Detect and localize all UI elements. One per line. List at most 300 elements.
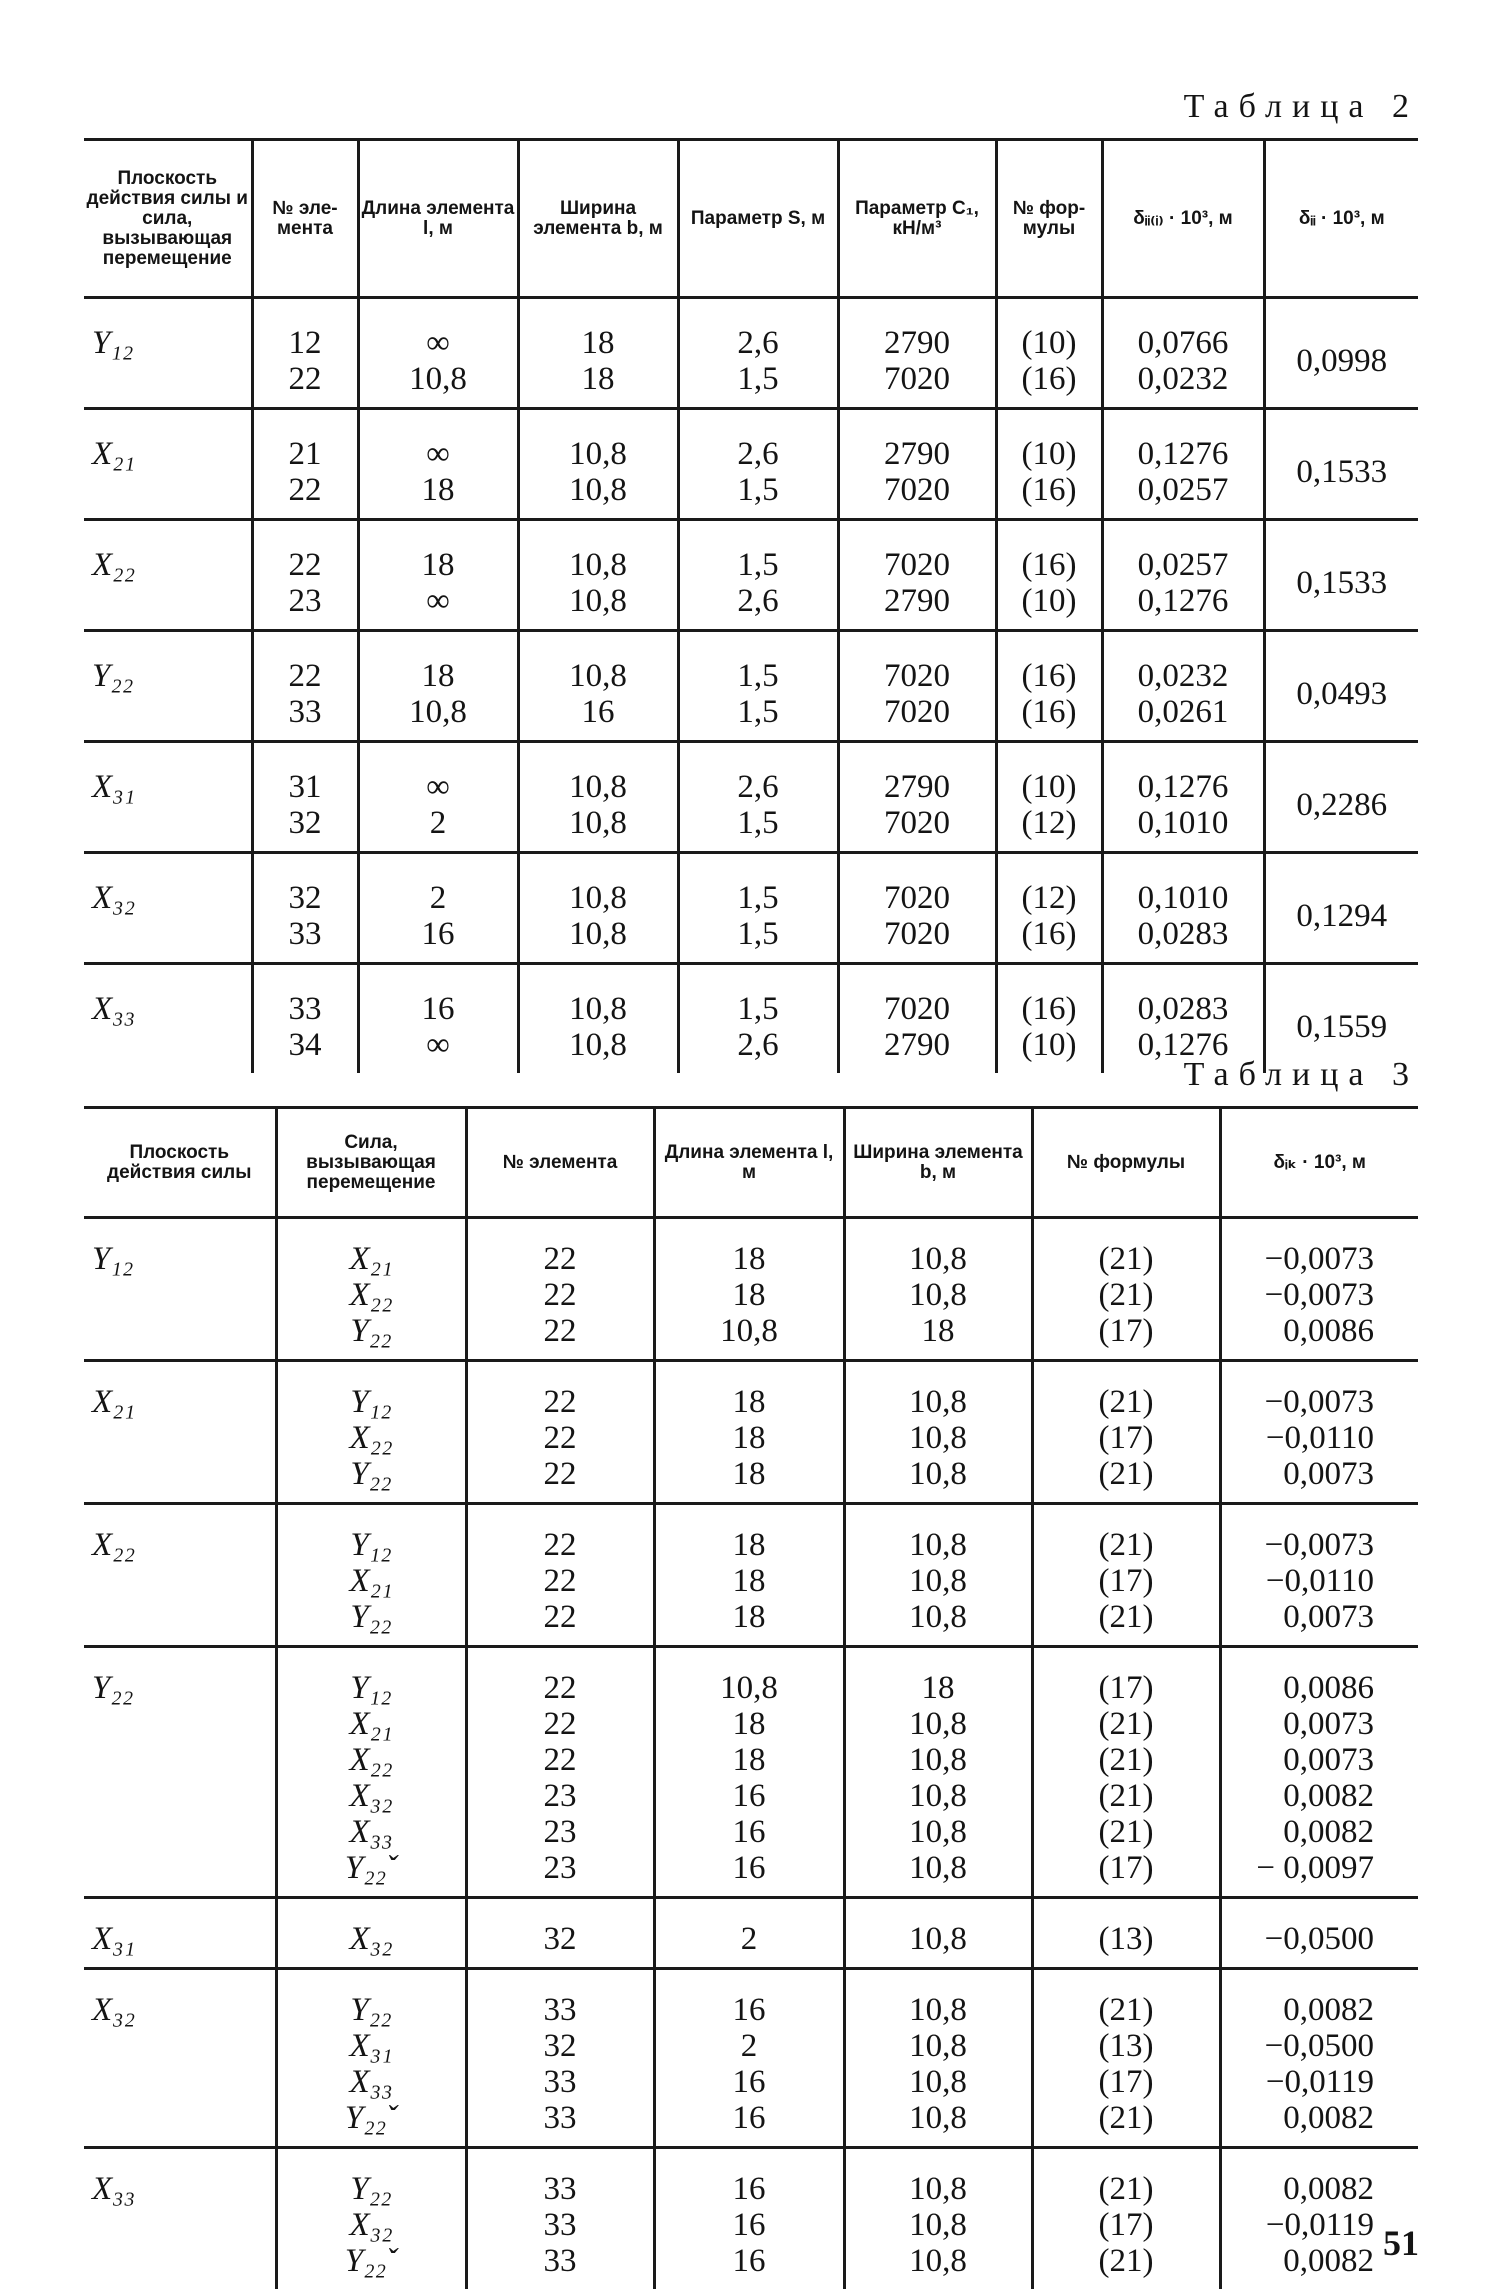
length-value: ∞ bbox=[426, 436, 450, 472]
plane-cell bbox=[84, 520, 252, 631]
width-value: 10,8 bbox=[569, 436, 627, 472]
width-value: 10,8 bbox=[569, 769, 627, 805]
param-c1-cell bbox=[838, 853, 996, 964]
plane-cell bbox=[84, 1504, 276, 1647]
length-cell bbox=[358, 964, 518, 1074]
partial-displacement-value: 0,1276 bbox=[1137, 436, 1229, 472]
formula-no: (21) bbox=[1098, 1527, 1154, 1563]
param-c1-cell bbox=[838, 409, 996, 520]
width-value: 10,8 bbox=[909, 2243, 967, 2279]
length-value: 2 bbox=[429, 880, 447, 916]
param-c1-cell bbox=[838, 631, 996, 742]
t2-header-param-s: Параметр S, м bbox=[678, 140, 838, 298]
length-value: 2 bbox=[740, 1921, 758, 1957]
displacement-value: −0,0110 bbox=[1265, 1563, 1374, 1599]
table-row bbox=[84, 853, 1418, 964]
partial-displacement-value: 0,0232 bbox=[1137, 361, 1229, 397]
param-s-cell bbox=[678, 631, 838, 742]
param-s-value: 1,5 bbox=[737, 880, 779, 916]
width-cell bbox=[844, 1898, 1032, 1969]
element-no: 32 bbox=[288, 805, 322, 841]
element-no: 23 bbox=[543, 1850, 577, 1886]
width-value: 10,8 bbox=[909, 2171, 967, 2207]
length-value: 18 bbox=[732, 1384, 766, 1420]
length-value: ∞ bbox=[426, 583, 450, 619]
force-label: X₃₂ bbox=[349, 2207, 393, 2243]
formula-cell bbox=[996, 631, 1102, 742]
formula-cell bbox=[1032, 1898, 1220, 1969]
param-c1-value: 2790 bbox=[884, 325, 950, 361]
force-label: Y₁₂ bbox=[350, 1670, 392, 1706]
plane-cell bbox=[84, 1218, 276, 1361]
table-row bbox=[84, 1504, 1418, 1647]
length-value: ∞ bbox=[426, 1027, 450, 1063]
partial-displacement-cell bbox=[1102, 298, 1264, 409]
length-cell bbox=[358, 742, 518, 853]
element-no: 33 bbox=[543, 2100, 577, 2136]
displacement-value: − 0,0097 bbox=[1256, 1850, 1374, 1886]
element-no: 22 bbox=[543, 1742, 577, 1778]
width-value: 10,8 bbox=[909, 1241, 967, 1277]
width-cell bbox=[844, 1969, 1032, 2148]
formula-no: (13) bbox=[1098, 1921, 1154, 1957]
force-cell bbox=[276, 2148, 466, 2290]
displacement-cell bbox=[1220, 1218, 1418, 1361]
partial-displacement-value: 0,0257 bbox=[1137, 472, 1229, 508]
width-value: 10,8 bbox=[569, 916, 627, 952]
length-value: 10,8 bbox=[720, 1670, 778, 1706]
force-cell bbox=[276, 1898, 466, 1969]
force-label: X₂₁ bbox=[349, 1563, 393, 1599]
force-cell bbox=[276, 1504, 466, 1647]
force-label: Y₂₂ bbox=[350, 1456, 392, 1492]
total-displacement-value: 0,1559 bbox=[1296, 1009, 1388, 1045]
formula-no: (21) bbox=[1098, 2100, 1154, 2136]
element-no-cell bbox=[466, 1218, 654, 1361]
partial-displacement-cell bbox=[1102, 409, 1264, 520]
param-c1-cell bbox=[838, 520, 996, 631]
formula-no: (16) bbox=[1021, 658, 1077, 694]
length-value: 16 bbox=[732, 2171, 766, 2207]
length-value: 18 bbox=[732, 1420, 766, 1456]
element-no: 22 bbox=[288, 472, 322, 508]
plane-cell bbox=[84, 298, 252, 409]
length-value: 16 bbox=[732, 1850, 766, 1886]
length-value: ∞ bbox=[426, 325, 450, 361]
total-displacement-cell bbox=[1264, 298, 1418, 409]
formula-no: (21) bbox=[1098, 1456, 1154, 1492]
plane-cell bbox=[84, 409, 252, 520]
param-s-cell bbox=[678, 853, 838, 964]
element-no-cell bbox=[466, 1361, 654, 1504]
formula-cell bbox=[996, 520, 1102, 631]
length-value: 18 bbox=[421, 472, 455, 508]
param-c1-value: 7020 bbox=[884, 658, 950, 694]
element-no-cell bbox=[252, 742, 358, 853]
width-value: 10,8 bbox=[569, 880, 627, 916]
width-value: 10,8 bbox=[909, 1599, 967, 1635]
formula-no: (21) bbox=[1098, 1384, 1154, 1420]
element-no: 22 bbox=[543, 1706, 577, 1742]
length-value: 2 bbox=[429, 805, 447, 841]
width-value: 18 bbox=[581, 325, 615, 361]
param-c1-value: 2790 bbox=[884, 436, 950, 472]
table-3-body bbox=[84, 1218, 1418, 2290]
plane-cell bbox=[84, 1361, 276, 1504]
t3-header-element-no: № элемента bbox=[466, 1108, 654, 1218]
formula-no: (17) bbox=[1098, 1313, 1154, 1349]
length-cell bbox=[358, 520, 518, 631]
formula-no: (13) bbox=[1098, 2028, 1154, 2064]
plane-label: X₃₂ bbox=[92, 1992, 136, 2028]
total-displacement-value: 0,2286 bbox=[1296, 787, 1388, 823]
param-c1-cell bbox=[838, 964, 996, 1074]
width-value: 10,8 bbox=[909, 2028, 967, 2064]
t2-header-partial-displacement: δᵢᵢ₍ᵢ₎ · 10³, м bbox=[1102, 140, 1264, 298]
width-value: 10,8 bbox=[909, 1277, 967, 1313]
partial-displacement-value: 0,0766 bbox=[1137, 325, 1229, 361]
element-no: 22 bbox=[288, 361, 322, 397]
plane-cell bbox=[84, 1898, 276, 1969]
element-no-cell bbox=[252, 631, 358, 742]
force-label: Y₂₂ bbox=[350, 1992, 392, 2028]
width-value: 10,8 bbox=[569, 1027, 627, 1063]
width-cell bbox=[518, 520, 678, 631]
param-c1-value: 7020 bbox=[884, 694, 950, 730]
element-no: 22 bbox=[543, 1670, 577, 1706]
length-cell bbox=[654, 1898, 844, 1969]
param-c1-value: 7020 bbox=[884, 880, 950, 916]
element-no: 23 bbox=[543, 1778, 577, 1814]
param-c1-value: 7020 bbox=[884, 991, 950, 1027]
param-s-value: 2,6 bbox=[737, 583, 779, 619]
element-no: 12 bbox=[288, 325, 322, 361]
table-row bbox=[84, 520, 1418, 631]
element-no: 33 bbox=[543, 2171, 577, 2207]
param-s-value: 1,5 bbox=[737, 916, 779, 952]
partial-displacement-value: 0,1010 bbox=[1137, 880, 1229, 916]
formula-no: (16) bbox=[1021, 694, 1077, 730]
displacement-value: −0,0500 bbox=[1264, 2028, 1374, 2064]
plane-label: Y₂₂ bbox=[92, 1670, 134, 1706]
t3-header-length: Длина элемента l, м bbox=[654, 1108, 844, 1218]
force-label: Y₂₂ bbox=[350, 2171, 392, 2207]
formula-cell bbox=[1032, 1969, 1220, 2148]
width-cell bbox=[844, 1218, 1032, 1361]
t3-header-width: Ширина элемента b, м bbox=[844, 1108, 1032, 1218]
element-no: 23 bbox=[543, 1814, 577, 1850]
force-label: Y₂₂ˇ bbox=[344, 2243, 398, 2279]
length-cell bbox=[358, 298, 518, 409]
formula-no: (10) bbox=[1021, 769, 1077, 805]
length-cell bbox=[358, 409, 518, 520]
displacement-value: 0,0086 bbox=[1283, 1313, 1374, 1349]
displacement-value: 0,0073 bbox=[1283, 1456, 1374, 1492]
length-value: 16 bbox=[421, 991, 455, 1027]
force-cell bbox=[276, 1361, 466, 1504]
formula-no: (12) bbox=[1021, 805, 1077, 841]
element-no: 22 bbox=[543, 1563, 577, 1599]
param-c1-value: 7020 bbox=[884, 916, 950, 952]
formula-no: (17) bbox=[1098, 1670, 1154, 1706]
width-value: 10,8 bbox=[909, 2064, 967, 2100]
width-cell bbox=[518, 742, 678, 853]
element-no: 22 bbox=[288, 658, 322, 694]
plane-cell bbox=[84, 1647, 276, 1898]
table-3 bbox=[84, 1106, 1418, 2289]
element-no: 22 bbox=[288, 547, 322, 583]
table-row bbox=[84, 298, 1418, 409]
width-value: 10,8 bbox=[909, 1992, 967, 2028]
element-no: 21 bbox=[288, 436, 322, 472]
param-s-value: 1,5 bbox=[737, 361, 779, 397]
width-value: 10,8 bbox=[569, 658, 627, 694]
table-2 bbox=[84, 138, 1418, 1073]
displacement-value: 0,0082 bbox=[1283, 1992, 1374, 2028]
formula-no: (21) bbox=[1098, 1814, 1154, 1850]
length-value: 18 bbox=[732, 1563, 766, 1599]
param-c1-cell bbox=[838, 742, 996, 853]
t2-header-length: Длина элемента l, м bbox=[358, 140, 518, 298]
displacement-value: −0,0073 bbox=[1264, 1241, 1374, 1277]
element-no: 22 bbox=[543, 1277, 577, 1313]
formula-cell bbox=[996, 742, 1102, 853]
width-cell bbox=[844, 2148, 1032, 2290]
length-value: 10,8 bbox=[409, 361, 467, 397]
length-value: ∞ bbox=[426, 769, 450, 805]
plane-label: X₂₁ bbox=[92, 1384, 136, 1420]
param-c1-value: 7020 bbox=[884, 361, 950, 397]
displacement-value: 0,0082 bbox=[1283, 1778, 1374, 1814]
partial-displacement-value: 0,1010 bbox=[1137, 805, 1229, 841]
length-cell bbox=[654, 1218, 844, 1361]
formula-no: (10) bbox=[1021, 583, 1077, 619]
t2-header-total-displacement: δᵢᵢ · 10³, м bbox=[1264, 140, 1418, 298]
length-value: 18 bbox=[421, 547, 455, 583]
displacement-value: −0,0500 bbox=[1264, 1921, 1374, 1957]
force-cell bbox=[276, 1218, 466, 1361]
width-value: 10,8 bbox=[909, 1563, 967, 1599]
force-cell bbox=[276, 1969, 466, 2148]
element-no: 33 bbox=[288, 991, 322, 1027]
width-value: 10,8 bbox=[569, 547, 627, 583]
partial-displacement-value: 0,1276 bbox=[1137, 1027, 1229, 1063]
formula-no: (12) bbox=[1021, 880, 1077, 916]
length-value: 18 bbox=[732, 1706, 766, 1742]
param-s-value: 1,5 bbox=[737, 805, 779, 841]
table-row bbox=[84, 742, 1418, 853]
plane-label: X₃₁ bbox=[92, 769, 136, 805]
plane-label: X₂₁ bbox=[92, 436, 136, 472]
width-cell bbox=[844, 1504, 1032, 1647]
force-label: X₃₁ bbox=[349, 2028, 393, 2064]
element-no-cell bbox=[252, 520, 358, 631]
force-label: X₃₃ bbox=[349, 1814, 393, 1850]
formula-no: (21) bbox=[1098, 1277, 1154, 1313]
param-s-cell bbox=[678, 964, 838, 1074]
displacement-value: 0,0073 bbox=[1283, 1706, 1374, 1742]
displacement-cell bbox=[1220, 1504, 1418, 1647]
element-no: 33 bbox=[543, 1992, 577, 2028]
plane-label: X₃₃ bbox=[92, 2171, 136, 2207]
force-label: X₃₃ bbox=[349, 2064, 393, 2100]
plane-label: X₃₂ bbox=[92, 880, 136, 916]
formula-no: (17) bbox=[1098, 1563, 1154, 1599]
total-displacement-cell bbox=[1264, 520, 1418, 631]
length-cell bbox=[654, 1647, 844, 1898]
element-no: 31 bbox=[288, 769, 322, 805]
element-no-cell bbox=[252, 964, 358, 1074]
table-row bbox=[84, 1898, 1418, 1969]
t3-header-plane: Плоскость действия силы bbox=[107, 1141, 252, 1183]
element-no-cell bbox=[466, 1898, 654, 1969]
length-value: 18 bbox=[732, 1599, 766, 1635]
total-displacement-cell bbox=[1264, 409, 1418, 520]
partial-displacement-value: 0,1276 bbox=[1137, 769, 1229, 805]
displacement-cell bbox=[1220, 2148, 1418, 2290]
displacement-value: 0,0082 bbox=[1283, 2171, 1374, 2207]
element-no: 33 bbox=[543, 2243, 577, 2279]
t3-header-formula-no: № формулы bbox=[1032, 1108, 1220, 1218]
formula-no: (16) bbox=[1021, 361, 1077, 397]
param-s-value: 1,5 bbox=[737, 547, 779, 583]
width-value: 10,8 bbox=[569, 805, 627, 841]
formula-cell bbox=[1032, 2148, 1220, 2290]
displacement-cell bbox=[1220, 1969, 1418, 2148]
width-value: 16 bbox=[581, 694, 615, 730]
displacement-value: −0,0119 bbox=[1265, 2064, 1374, 2100]
formula-cell bbox=[996, 409, 1102, 520]
element-no: 22 bbox=[543, 1420, 577, 1456]
plane-label: X₃₃ bbox=[92, 991, 136, 1027]
length-value: 16 bbox=[732, 1778, 766, 1814]
length-cell bbox=[654, 1969, 844, 2148]
total-displacement-value: 0,1294 bbox=[1296, 898, 1388, 934]
partial-displacement-value: 0,0261 bbox=[1137, 694, 1229, 730]
displacement-cell bbox=[1220, 1361, 1418, 1504]
force-label: Y₁₂ bbox=[350, 1527, 392, 1563]
formula-cell bbox=[1032, 1504, 1220, 1647]
length-value: 18 bbox=[732, 1456, 766, 1492]
element-no-cell bbox=[466, 2148, 654, 2290]
displacement-value: 0,0073 bbox=[1283, 1742, 1374, 1778]
table-row bbox=[84, 2148, 1418, 2290]
formula-no: (17) bbox=[1098, 1850, 1154, 1886]
force-label: X₂₁ bbox=[349, 1241, 393, 1277]
param-s-cell bbox=[678, 742, 838, 853]
param-c1-value: 7020 bbox=[884, 547, 950, 583]
table-row bbox=[84, 631, 1418, 742]
force-label: X₃₂ bbox=[349, 1778, 393, 1814]
length-cell bbox=[654, 1361, 844, 1504]
param-s-value: 2,6 bbox=[737, 436, 779, 472]
displacement-value: 0,0086 bbox=[1283, 1670, 1374, 1706]
formula-no: (10) bbox=[1021, 325, 1077, 361]
width-value: 10,8 bbox=[569, 991, 627, 1027]
table-3-caption: Таблица 3 bbox=[1183, 1056, 1419, 1093]
formula-no: (17) bbox=[1098, 1420, 1154, 1456]
param-s-value: 1,5 bbox=[737, 658, 779, 694]
table-row bbox=[84, 409, 1418, 520]
param-c1-cell bbox=[838, 298, 996, 409]
element-no-cell bbox=[466, 1647, 654, 1898]
element-no-cell bbox=[252, 298, 358, 409]
element-no: 33 bbox=[543, 2207, 577, 2243]
length-value: 2 bbox=[740, 2028, 758, 2064]
formula-no: (16) bbox=[1021, 547, 1077, 583]
width-cell bbox=[844, 1361, 1032, 1504]
width-value: 18 bbox=[921, 1313, 955, 1349]
formula-cell bbox=[996, 853, 1102, 964]
width-value: 10,8 bbox=[909, 1742, 967, 1778]
formula-cell bbox=[1032, 1647, 1220, 1898]
width-value: 18 bbox=[921, 1670, 955, 1706]
plane-cell bbox=[84, 853, 252, 964]
element-no: 33 bbox=[288, 916, 322, 952]
t3-header-force: Сила, вызывающая перемещение bbox=[276, 1108, 466, 1218]
force-label: X₂₂ bbox=[349, 1742, 393, 1778]
width-value: 10,8 bbox=[909, 2100, 967, 2136]
formula-no: (21) bbox=[1098, 1778, 1154, 1814]
formula-no: (21) bbox=[1098, 1742, 1154, 1778]
param-s-cell bbox=[678, 520, 838, 631]
displacement-value: −0,0110 bbox=[1265, 1420, 1374, 1456]
formula-no: (10) bbox=[1021, 1027, 1077, 1063]
length-value: 10,8 bbox=[720, 1313, 778, 1349]
table-2-caption: Таблица 2 bbox=[1183, 88, 1419, 125]
t2-header-plane: Плоскость действия силы и сила, вызывающая перемещение bbox=[86, 167, 248, 269]
element-no: 23 bbox=[288, 583, 322, 619]
displacement-value: 0,0082 bbox=[1283, 1814, 1374, 1850]
width-cell bbox=[518, 409, 678, 520]
length-cell bbox=[654, 2148, 844, 2290]
displacement-value: −0,0073 bbox=[1264, 1277, 1374, 1313]
formula-no: (21) bbox=[1098, 2243, 1154, 2279]
partial-displacement-value: 0,0232 bbox=[1137, 658, 1229, 694]
element-no: 33 bbox=[288, 694, 322, 730]
length-value: 16 bbox=[732, 2243, 766, 2279]
param-s-value: 1,5 bbox=[737, 991, 779, 1027]
param-c1-value: 7020 bbox=[884, 805, 950, 841]
width-value: 10,8 bbox=[569, 583, 627, 619]
partial-displacement-value: 0,1276 bbox=[1137, 583, 1229, 619]
formula-no: (21) bbox=[1098, 1241, 1154, 1277]
length-value: 16 bbox=[421, 916, 455, 952]
plane-label: X₂₂ bbox=[92, 547, 136, 583]
total-displacement-value: 0,1533 bbox=[1296, 454, 1388, 490]
total-displacement-cell bbox=[1264, 742, 1418, 853]
formula-no: (21) bbox=[1098, 2171, 1154, 2207]
length-value: 16 bbox=[732, 1992, 766, 2028]
width-cell bbox=[518, 853, 678, 964]
table-row bbox=[84, 1969, 1418, 2148]
param-c1-value: 2790 bbox=[884, 769, 950, 805]
formula-no: (16) bbox=[1021, 916, 1077, 952]
force-label: X₃₂ bbox=[349, 1921, 393, 1957]
formula-no: (16) bbox=[1021, 472, 1077, 508]
total-displacement-value: 0,0493 bbox=[1296, 676, 1388, 712]
force-label: Y₂₂ˇ bbox=[344, 1850, 398, 1886]
partial-displacement-value: 0,0257 bbox=[1137, 547, 1229, 583]
plane-cell bbox=[84, 1969, 276, 2148]
t2-header-param-c1: Параметр C₁, кН/м³ bbox=[838, 140, 996, 298]
displacement-value: 0,0073 bbox=[1283, 1599, 1374, 1635]
displacement-value: −0,0073 bbox=[1264, 1527, 1374, 1563]
width-value: 18 bbox=[581, 361, 615, 397]
t3-header-displacement: δᵢₖ · 10³, м bbox=[1220, 1108, 1418, 1218]
force-label: Y₁₂ bbox=[350, 1384, 392, 1420]
partial-displacement-value: 0,0283 bbox=[1137, 991, 1229, 1027]
